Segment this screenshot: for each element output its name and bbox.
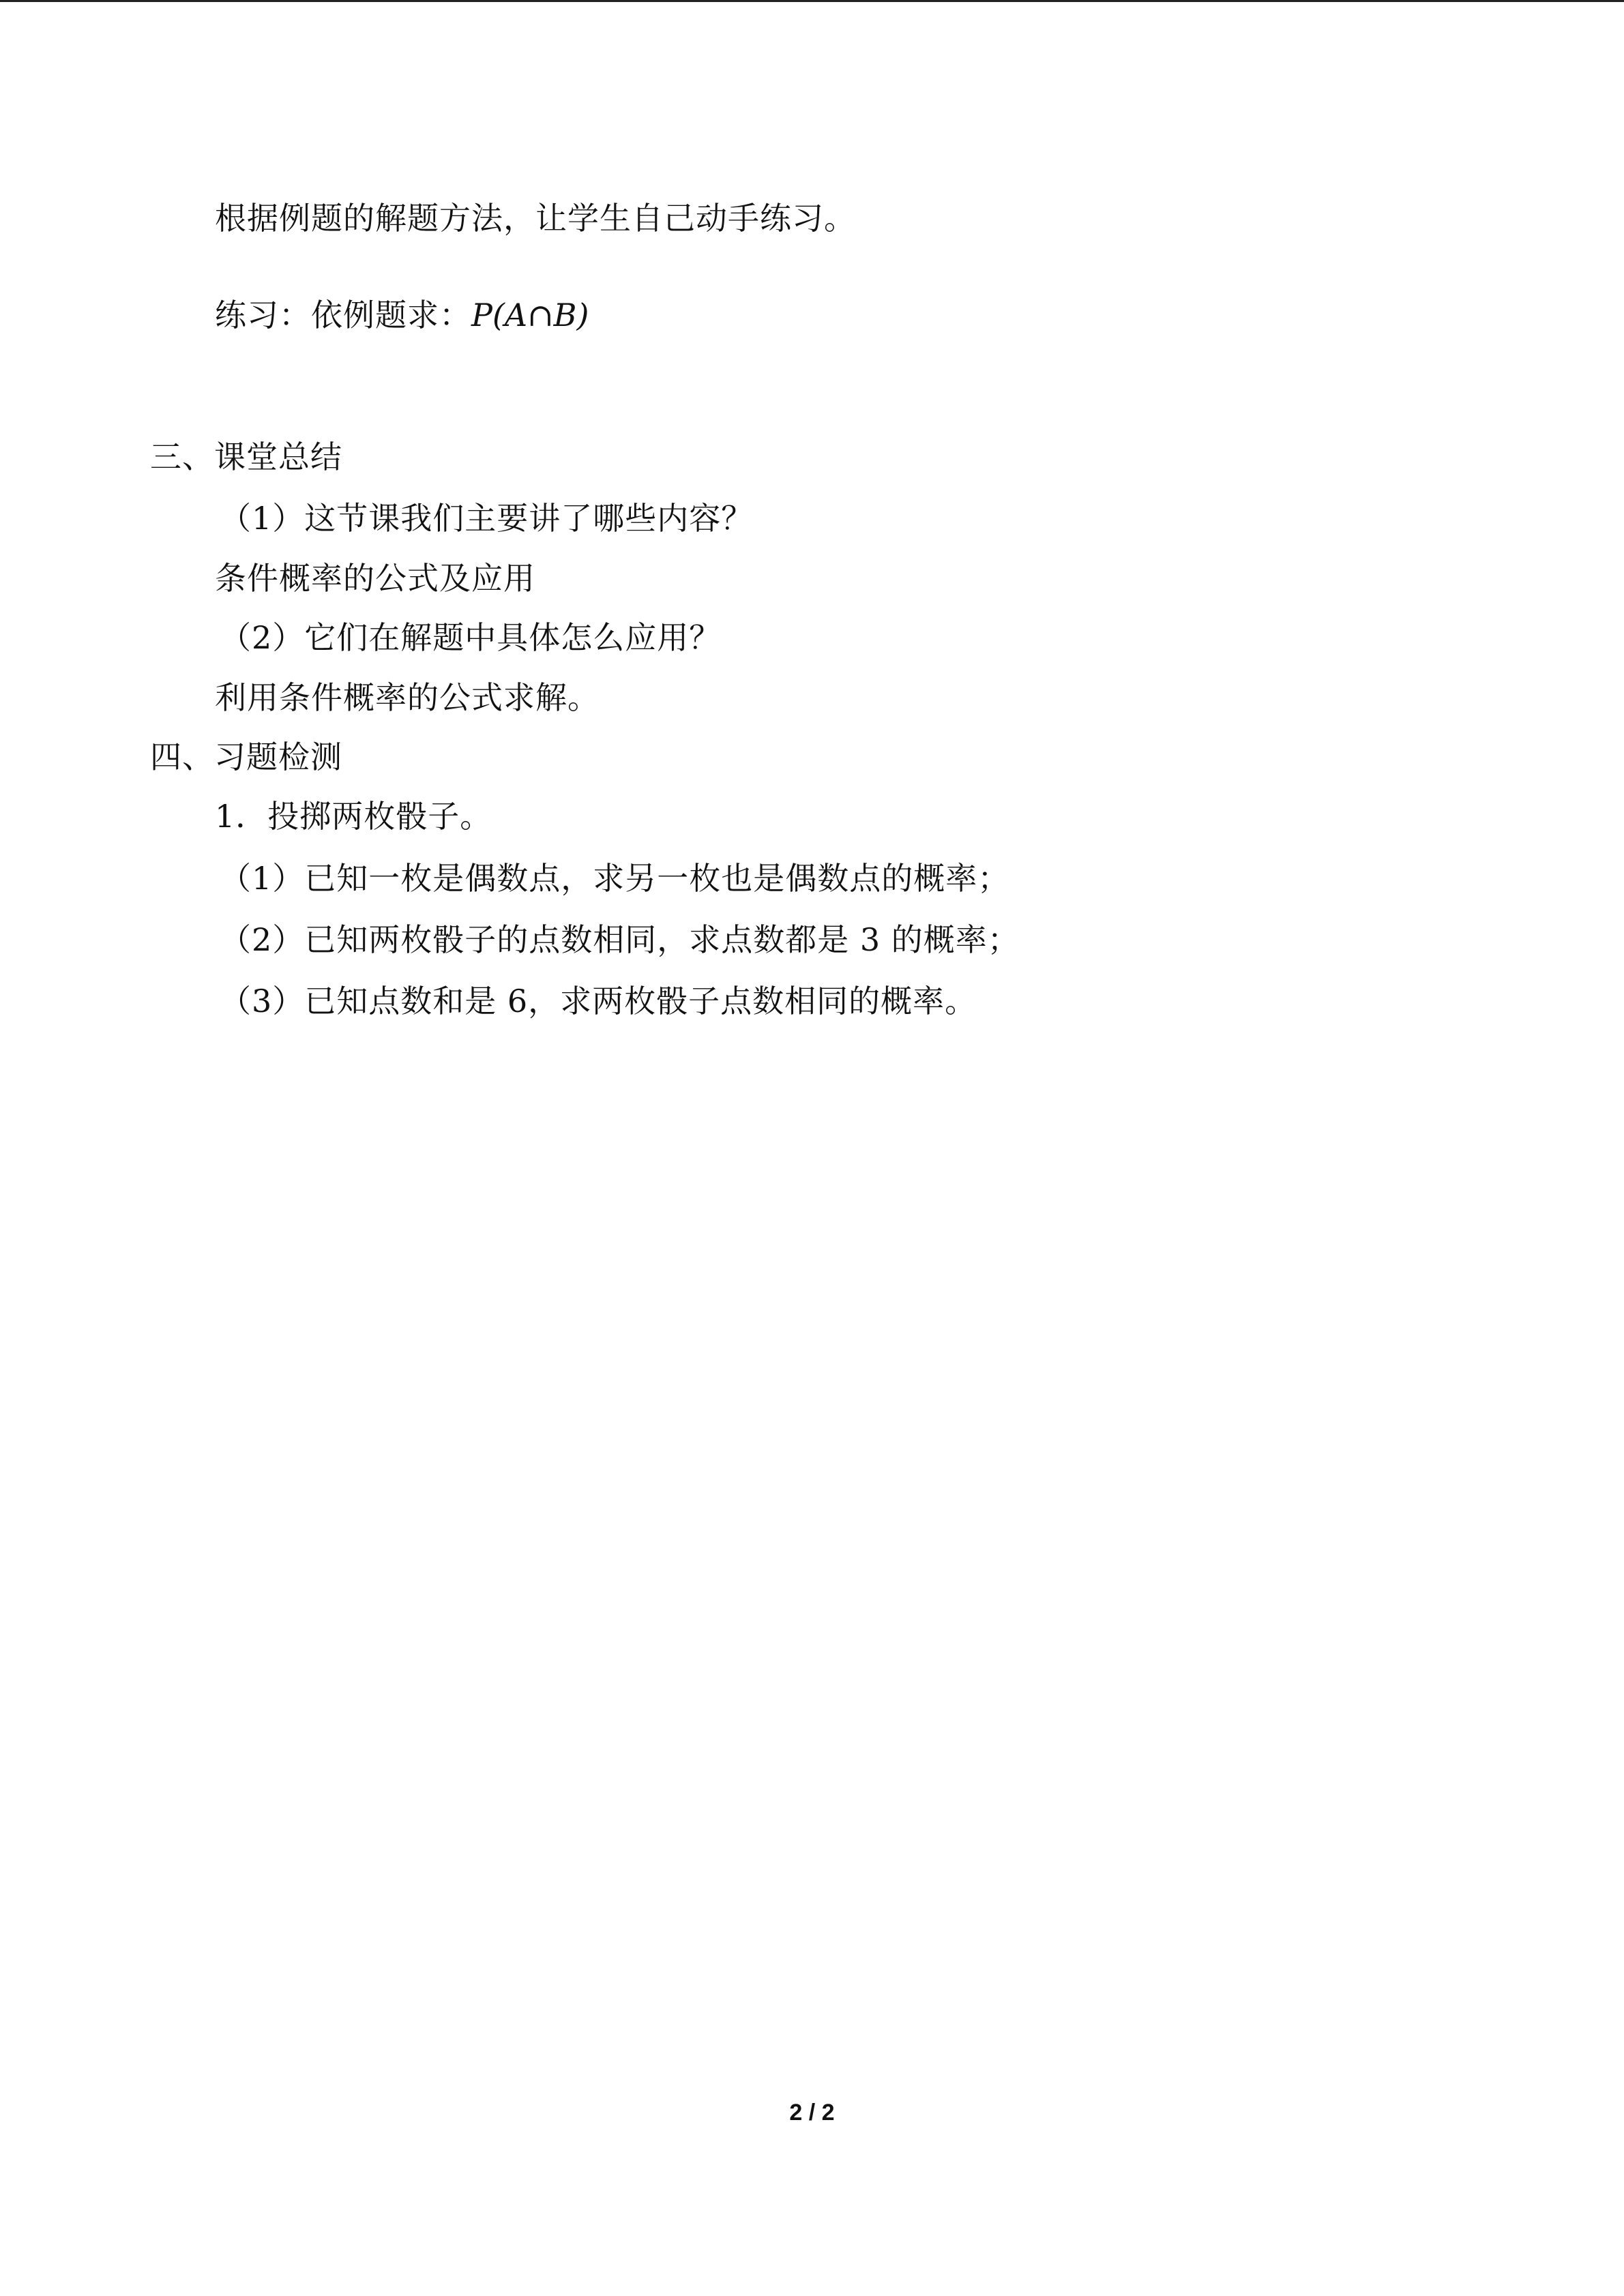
section-3-answer-1: 条件概率的公式及应用 xyxy=(215,560,535,597)
exercise-label: 练习：依例题求： xyxy=(215,297,471,333)
section-4-subquestion-2: （2）已知两枚骰子的点数相同，求点数都是 3 的概率； xyxy=(220,921,1020,958)
exercise-formula: P(A∩B) xyxy=(471,297,589,333)
section-3-question-2: （2）它们在解题中具体怎么应用？ xyxy=(220,619,722,656)
intro-paragraph: 根据例题的解题方法，让学生自己动手练习。 xyxy=(215,200,856,237)
section-4-problem-1: 1．投掷两枚骰子。 xyxy=(215,798,492,835)
page-number: 2 / 2 xyxy=(789,2100,835,2126)
section-3-question-1: （1）这节课我们主要讲了哪些内容？ xyxy=(220,500,754,537)
section-3-answer-2: 利用条件概率的公式求解。 xyxy=(215,679,600,716)
section-4-heading: 四、习题检测 xyxy=(150,739,342,775)
section-3-heading: 三、课堂总结 xyxy=(150,438,342,475)
exercise-line xyxy=(215,295,589,336)
section-4-subquestion-3: （3）已知点数和是 6，求两枚骰子点数相同的概率。 xyxy=(220,983,977,1019)
section-4-subquestion-1: （1）已知一枚是偶数点，求另一枚也是偶数点的概率； xyxy=(220,860,1010,897)
